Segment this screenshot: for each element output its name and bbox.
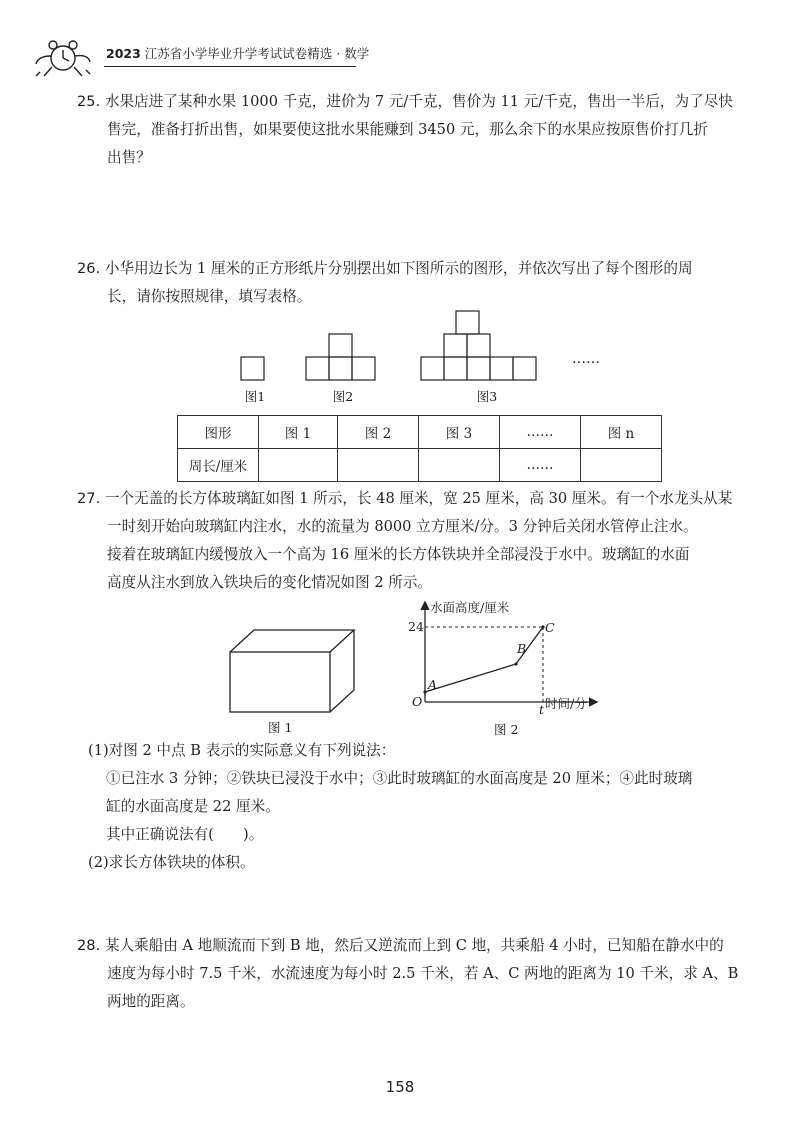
figure-2-caption: 图 2	[494, 722, 519, 737]
question-line: 小华用边长为 1 厘米的正方形纸片分别摆出如下图所示的图形，并依次写出了每个图形的周	[104, 260, 693, 277]
sub-question-1-options: ①已注水 3 分钟；②铁块已浸没于水中；③此时玻璃缸的水面高度是 20 厘米；④此时玻璃	[106, 770, 693, 787]
sub-question-1-answer: 其中正确说法有( )。	[106, 826, 264, 843]
figure-2-square	[352, 357, 375, 380]
point-a-dot	[423, 690, 426, 693]
question-27-subparts	[88, 737, 768, 877]
question-28	[77, 932, 777, 1016]
figure-3-square	[444, 357, 467, 380]
sub-question-1-options: 缸的水面高度是 22 厘米。	[106, 798, 280, 815]
table-cell: 图 2	[338, 416, 419, 449]
table-row	[178, 416, 662, 449]
header-title-text: 江苏省小学毕业升学考试试卷精选 · 数学	[144, 46, 370, 61]
perimeter-table	[177, 415, 662, 482]
question-line: 出售？	[107, 149, 151, 166]
figure-2-label: 图2	[332, 389, 354, 404]
figure-2-square	[306, 357, 329, 380]
point-b-dot	[514, 662, 517, 665]
question-line: 水果店进了某种水果 1000 千克，进价为 7 元/千克，售价为 11 元/千克，售出一半后，为了尽快	[104, 93, 733, 110]
figure-1-label: 图1	[244, 389, 266, 404]
table-answer-cell[interactable]	[338, 449, 419, 482]
header-title	[106, 44, 369, 62]
alarm-clock-mascot-icon	[30, 34, 96, 80]
page-number: 158	[385, 1078, 415, 1096]
figure-2-square	[329, 357, 352, 380]
y-axis-label: 水面高度/厘米	[430, 600, 510, 615]
square-pattern-figures	[230, 305, 620, 385]
origin-label: O	[412, 694, 423, 709]
question-27	[77, 485, 777, 597]
figure-3-square	[467, 334, 490, 357]
table-cell-header: 周长/厘米	[178, 449, 259, 482]
figure-1-square	[241, 357, 264, 380]
point-c-label: C	[545, 620, 555, 635]
table-answer-cell[interactable]	[259, 449, 338, 482]
question-line: 售完，准备打折出售，如果要使这批水果能赚到 3450 元，那么余下的水果应按原售价打几折	[107, 121, 708, 138]
question-26	[77, 255, 777, 311]
header-underline	[104, 66, 356, 67]
table-cell: 图 n	[581, 416, 662, 449]
x-axis-label: 时间/分	[545, 696, 587, 711]
x-tick-t: t	[539, 702, 545, 717]
question-line: 速度为每小时 7.5 千米，水流速度为每小时 2.5 千米，若 A、C 两地的距离为 10 千米，求 A、B	[107, 965, 739, 982]
question-number: 25.	[77, 93, 101, 110]
question-number: 26.	[77, 260, 101, 277]
water-level-line	[425, 627, 543, 696]
question-number: 27.	[77, 490, 101, 507]
point-a-label: A	[428, 677, 438, 692]
sub-question-1: (1)对图 2 中点 B 表示的实际意义有下列说法：	[88, 742, 396, 759]
table-cell: ……	[500, 416, 581, 449]
figure-3-square	[421, 357, 444, 380]
question-line: 某人乘船由 A 地顺流而下到 B 地，然后又逆流而上到 C 地，共乘船 4 小时，已知船在静水中的	[104, 937, 724, 954]
figure-3-square	[513, 357, 536, 380]
table-answer-cell[interactable]	[419, 449, 500, 482]
point-b-label: B	[517, 641, 527, 656]
figure-3-square	[467, 357, 490, 380]
figure-3-square	[490, 357, 513, 380]
table-cell: 图 3	[419, 416, 500, 449]
table-cell: ……	[500, 449, 581, 482]
figure-3-label: 图3	[476, 389, 498, 404]
question-line: 高度从注水到放入铁块后的变化情况如图 2 所示。	[107, 574, 433, 591]
y-axis-arrow	[421, 602, 429, 610]
header-year: 2023	[106, 46, 141, 61]
figures-ellipsis: ……	[572, 351, 600, 367]
figure-3-square	[456, 311, 479, 334]
x-axis-arrow	[589, 698, 597, 706]
question-line: 两地的距离。	[107, 993, 195, 1010]
figure-2-square	[329, 334, 352, 357]
question-line: 一个无盖的长方体玻璃缸如图 1 所示，长 48 厘米，宽 25 厘米，高 30 厘米。有一个水龙头从某	[104, 490, 733, 507]
table-row	[178, 449, 662, 482]
question-line: 长，请你按照规律，填写表格。	[107, 288, 312, 305]
question-line: 接着在玻璃缸内缓慢放入一个高为 16 厘米的长方体铁块并全部浸没于水中。玻璃缸的水面	[107, 546, 690, 563]
y-tick-24: 24	[408, 619, 424, 634]
sub-question-2: (2)求长方体铁块的体积。	[88, 854, 255, 871]
question-number: 28.	[77, 937, 101, 954]
table-cell-header: 图形	[178, 416, 259, 449]
question-25	[77, 88, 777, 172]
question-line: 一时刻开始向玻璃缸内注水，水的流量为 8000 立方厘米/分。3 分钟后关闭水管停止注水。	[107, 518, 698, 535]
figure-3-square	[444, 334, 467, 357]
glass-tank-figure	[222, 620, 362, 720]
figure-1-caption: 图 1	[268, 720, 293, 735]
table-cell: 图 1	[259, 416, 338, 449]
table-answer-cell[interactable]	[581, 449, 662, 482]
